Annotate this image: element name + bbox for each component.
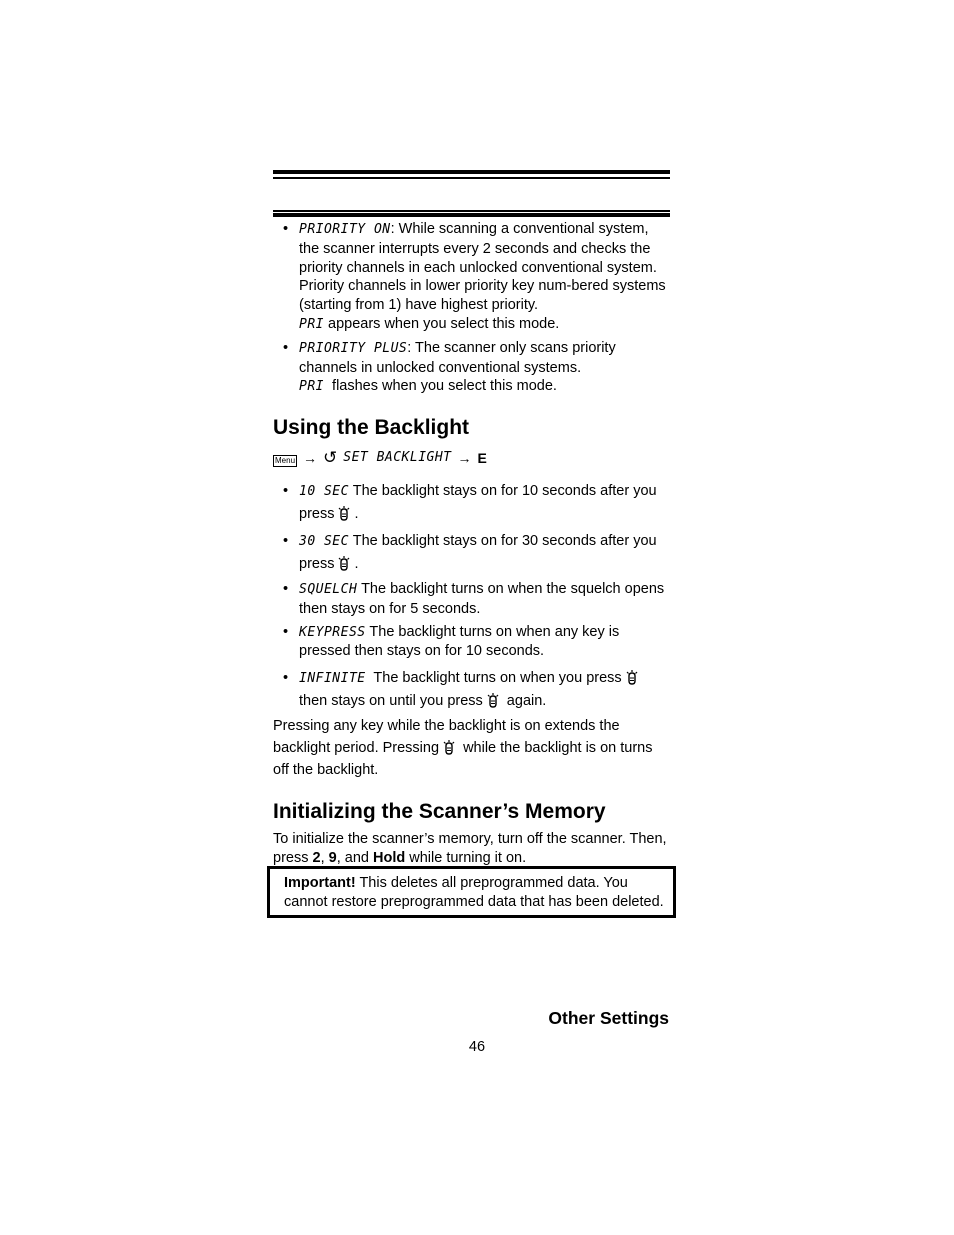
warning-label: Important! <box>284 875 356 891</box>
section-heading-init: Initializing the Scanner’s Memory <box>273 800 606 824</box>
list-item: • PRIORITY PLUS: The scanner only scans priority channels in unlocked conventional systems. PRI flashes when you select this mode. <box>283 339 616 395</box>
lcd-text: 30 SEC <box>299 533 349 549</box>
header-rule-thin-2 <box>273 210 670 212</box>
backlight-mode-list <box>273 480 670 713</box>
list-item: • PRIORITY ON: While scanning a conventional system, the scanner interrupts every 2 seconds and checks the priority channels in each unlocked conventional system. Priority channels in lower priority key num-bered systems (starting from 1) have highest priority. PRI appears when you select this mode. <box>283 221 666 332</box>
enter-key: E <box>477 450 487 467</box>
page-content <box>273 220 670 868</box>
header-rule-thin <box>273 177 670 179</box>
section-heading-backlight: Using the Backlight <box>273 416 470 440</box>
key-2: 2 <box>312 849 321 866</box>
priority-mode-list <box>273 220 670 397</box>
list-item: • SQUELCH The backlight turns on when the squelch opens then stays on for 5 seconds. <box>283 580 665 617</box>
page-number: 46 <box>468 1039 486 1055</box>
backlight-paragraph: Pressing any key while the backlight is on extends the backlight period. Pressing while the backlight is on turns off the backlight. <box>273 718 653 779</box>
backlight-key-icon <box>337 556 351 572</box>
lcd-text: PRIORITY ON <box>299 222 391 237</box>
arrow-icon: → <box>457 450 472 467</box>
rotate-icon: ↺ <box>323 448 338 468</box>
backlight-key-icon <box>625 670 639 686</box>
key-hold: Hold <box>373 849 406 866</box>
backlight-key-icon <box>337 506 351 522</box>
list-item: • INFINITE The backlight turns on when you press then stays on until you press again. <box>273 667 670 713</box>
lcd-text: PRI <box>299 379 324 395</box>
backlight-key-icon <box>442 740 456 756</box>
header-rule-thick <box>273 170 670 174</box>
lcd-text: 10 SEC <box>299 483 349 499</box>
list-item: • 30 SEC The backlight stays on for 30 seconds after you press . <box>283 532 657 572</box>
important-warning-box: Important! This deletes all preprogrammed data. You cannot restore preprogrammed data that has been deleted. <box>267 866 676 918</box>
lcd-text: SET BACKLIGHT <box>343 450 452 466</box>
list-item: • 10 SEC The backlight stays on for 10 seconds after you press . <box>283 482 657 522</box>
key-9: 9 <box>328 849 337 866</box>
lcd-text: KEYPRESS <box>299 624 366 640</box>
lcd-text: PRIORITY PLUS <box>299 340 408 356</box>
lcd-text: PRI <box>299 316 324 332</box>
backlight-key-icon <box>486 693 500 709</box>
menu-key: Menu <box>275 455 296 465</box>
list-item: • KEYPRESS The backlight turns on when any key is pressed then stays on for 10 seconds. <box>283 623 620 660</box>
footer-section-title: Other Settings <box>548 1008 669 1028</box>
menu-path <box>273 449 670 468</box>
arrow-icon: → <box>303 450 318 467</box>
init-paragraph: To initialize the scanner’s memory, turn off the scanner. Then, press 2, 9, and Hold while turning it on. <box>273 831 667 866</box>
lcd-text: SQUELCH <box>299 581 358 597</box>
header-rule-thick-2 <box>273 213 670 217</box>
lcd-text: INFINITE <box>299 671 366 687</box>
